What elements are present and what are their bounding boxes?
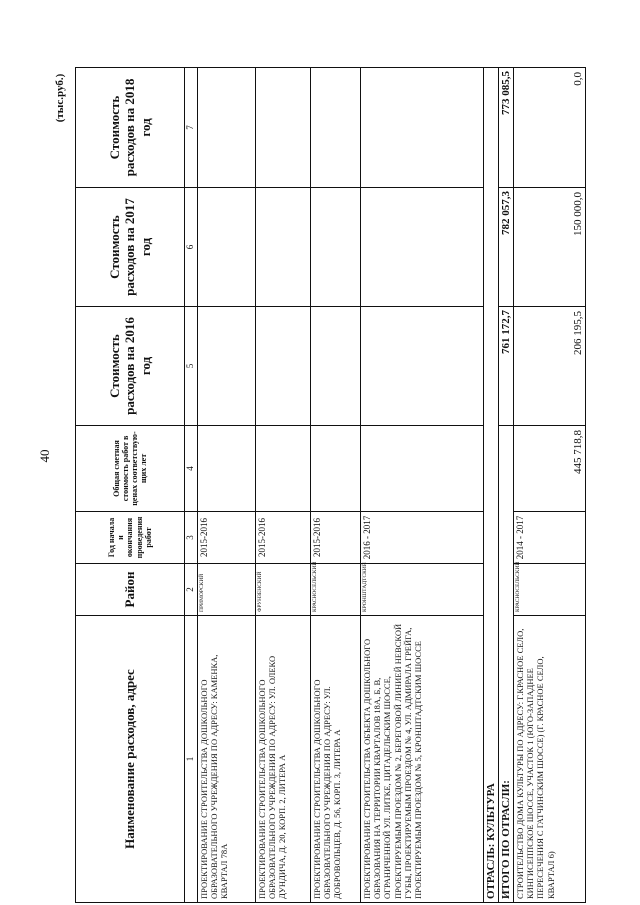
row-district: ПРИМОРСКИЙ (198, 564, 256, 616)
table-row (256, 68, 311, 903)
section-row (484, 68, 499, 903)
row-name: ПРОЕКТИРОВАНИЕ СТРОИТЕЛЬСТВА ДОШКОЛЬНОГО ОБРАЗОВАТЕЛЬНОГО УЧРЕЖДЕНИЯ ПО АДРЕСУ: УЛ. ОЛЕКО ДУНДИЧА, Д. 20, КОРП. 2, ЛИТЕРА А (256, 616, 311, 903)
header-row (76, 68, 185, 903)
header-district: Район (76, 564, 185, 616)
rotated-table-wrapper (75, 68, 586, 903)
row-estimate (198, 426, 256, 512)
row-period: 2014 - 2017 (514, 512, 586, 564)
row-cost-2018 (311, 68, 361, 188)
row-cost-2017 (311, 188, 361, 307)
column-number: 3 (185, 512, 198, 564)
row-cost-2018 (361, 68, 484, 188)
row-cost-2017: 150 000,0 (514, 188, 586, 307)
column-number: 5 (185, 307, 198, 426)
row-period: 2015-2016 (256, 512, 311, 564)
header-cost-2017: Стоимость расходов на 2017 год (76, 188, 185, 307)
table-row (198, 68, 256, 903)
row-cost-2017 (198, 188, 256, 307)
column-number: 4 (185, 426, 198, 512)
row-name: ПРОЕКТИРОВАНИЕ СТРОИТЕЛЬСТВА ДОШКОЛЬНОГО ОБРАЗОВАТЕЛЬНОГО УЧРЕЖДЕНИЯ ПО АДРЕСУ: КАМЕНКА, КВАРТАЛ 78А (198, 616, 256, 903)
row-district: КРАСНОСЕЛЬСКИЙ (514, 564, 586, 616)
total-label: ИТОГО ПО ОТРАСЛИ: (499, 426, 514, 903)
page-number: 40 (37, 449, 52, 463)
total-cost-2017: 782 057,3 (499, 188, 514, 307)
row-cost-2016 (198, 307, 256, 426)
row-cost-2018 (256, 68, 311, 188)
section-label: ОТРАСЛЬ: КУЛЬТУРА (484, 68, 499, 903)
row-cost-2017 (361, 188, 484, 307)
row-cost-2018 (198, 68, 256, 188)
header-estimate: Общая сметная стоимость работ в ценах соответствую-щих лет (76, 426, 185, 512)
row-period: 2015-2016 (311, 512, 361, 564)
column-number: 7 (185, 68, 198, 188)
header-period: Год начала и окончания проведения работ (76, 512, 185, 564)
column-number: 6 (185, 188, 198, 307)
row-cost-2016 (256, 307, 311, 426)
row-district: КРАСНОСЕЛЬСКИЙ (311, 564, 361, 616)
row-estimate (311, 426, 361, 512)
column-number: 2 (185, 564, 198, 616)
column-number: 1 (185, 616, 198, 903)
row-cost-2016 (361, 307, 484, 426)
header-cost-2018: Стоимость расходов на 2018 год (76, 68, 185, 188)
row-estimate: 445 718,8 (514, 426, 586, 512)
column-number-row (185, 68, 198, 903)
total-cost-2018: 773 085,5 (499, 68, 514, 188)
header-name: Наименование расходов, адрес (76, 616, 185, 903)
row-period: 2015-2016 (198, 512, 256, 564)
row-district: ФРУНЗЕНСКИЙ (256, 564, 311, 616)
row-estimate (256, 426, 311, 512)
row-name: ПРОЕКТИРОВАНИЕ СТРОИТЕЛЬСТВА ДОШКОЛЬНОГО ОБРАЗОВАТЕЛЬНОГО УЧРЕЖДЕНИЯ ПО АДРЕСУ: УЛ. ДОБРОВОЛЬЦЕВ, Д. 56, КОРП. 3, ЛИТЕРА А (311, 616, 361, 903)
header-cost-2016: Стоимость расходов на 2016 год (76, 307, 185, 426)
row-estimate (361, 426, 484, 512)
total-row (499, 68, 514, 903)
row-cost-2018: 0,0 (514, 68, 586, 188)
total-cost-2016: 761 172,7 (499, 307, 514, 426)
table-row (311, 68, 361, 903)
row-cost-2016: 206 195,5 (514, 307, 586, 426)
row-cost-2016 (311, 307, 361, 426)
row-name: СТРОИТЕЛЬСТВО ДОМА КУЛЬТУРЫ ПО АДРЕСУ: Г.КРАСНОЕ СЕЛО, КИНГИСЕППСКОЕ ШОССЕ, УЧАСТОК 1 (ЮГО-ЗАПАДНЕЕ ПЕРЕСЕЧЕНИЯ С ГАТЧИНСКИМ ШОССЕ) (Г. КРАСНОЕ СЕЛО, КВАРТАЛ 6) (514, 616, 586, 903)
expenses-table (75, 67, 586, 903)
row-district: КРОНШТАДТСКИЙ (361, 564, 484, 616)
table-row (361, 68, 484, 903)
row-period: 2016 - 2017 (361, 512, 484, 564)
row-name: ПРОЕКТИРОВАНИЕ СТРОИТЕЛЬСТВА ОБЪЕКТА ДОШКОЛЬНОГО ОБРАЗОВАНИЯ НА ТЕРРИТОРИИ КВАРТАЛОВ 18А, Б, В, ОГРАНИЧЕННОЙ УЛ. ЛИТКЕ, ЦИТАДЕЛЬСКИМ ШОССЕ, ПРОЕКТИРУЕМЫМ ПРОЕЗДОМ № 2, БЕРЕГОВОЙ ЛИНИЕЙ НЕВСКОЙ ГУБЫ, ПРОЕКТИРУЕМЫМ ПРОЕЗДОМ № 4, УЛ. АДМИРАЛА ГРЕЙГА, ПРОЕКТИРУЕМЫМ ПРОЕЗДОМ № 5, КРОНШТАДТСКИМ ШОССЕ (361, 616, 484, 903)
table-row (514, 68, 586, 903)
units-label: (тыс.руб.) (54, 73, 66, 123)
row-cost-2017 (256, 188, 311, 307)
